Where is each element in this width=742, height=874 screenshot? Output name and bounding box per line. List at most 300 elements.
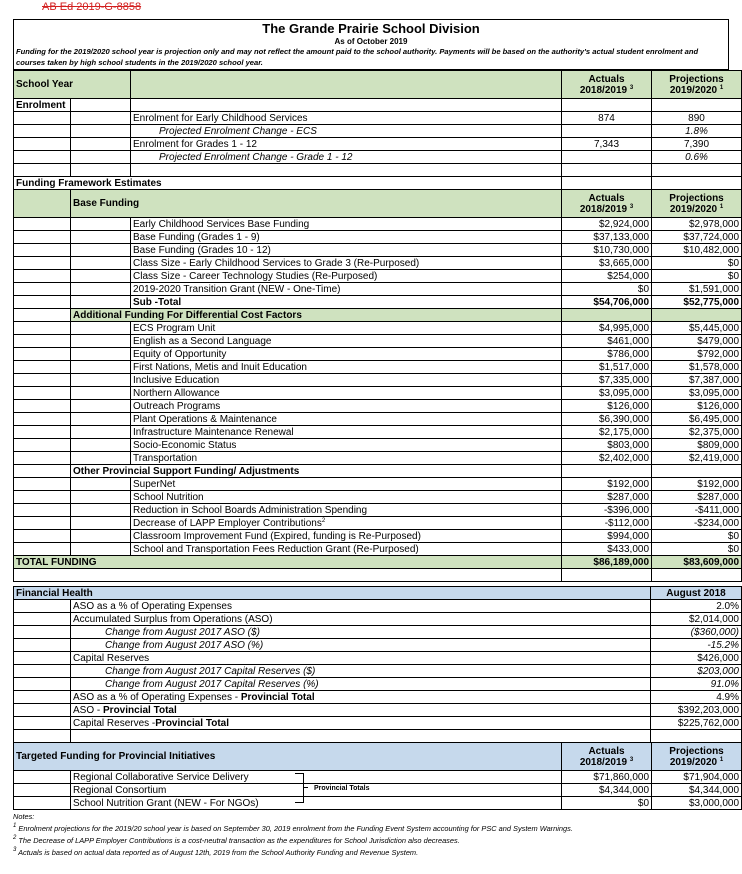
fh-item-label <box>71 717 651 730</box>
line-item-label: Northern Allowance <box>131 387 562 400</box>
targeted-header-row <box>14 743 742 771</box>
blank-cell <box>562 465 652 478</box>
blank-cell <box>14 478 71 491</box>
blank-cell <box>14 639 71 652</box>
as-of-date: As of October 2019 <box>13 37 729 47</box>
blank-cell <box>71 348 131 361</box>
additional-funding-row <box>14 348 742 361</box>
fh-item-value: ($360,000) <box>651 626 742 639</box>
blank-cell <box>71 413 131 426</box>
other-funding-row <box>14 504 742 517</box>
targeted-actual: $0 <box>562 797 652 810</box>
enrolment-row <box>14 138 742 151</box>
targeted-row <box>14 784 742 797</box>
additional-funding-row <box>14 400 742 413</box>
targeted-actual: $71,860,000 <box>562 771 652 784</box>
line-item-label: Class Size - Early Childhood Services to Grade 3 (Re-Purposed) <box>131 257 562 270</box>
blank-cell <box>14 784 71 797</box>
footnote-ref: 1 <box>719 84 724 91</box>
projection-value: $0 <box>652 543 742 556</box>
line-item-label: Class Size - Career Technology Studies (Re-Purposed) <box>131 270 562 283</box>
blank-cell <box>14 678 71 691</box>
actual-value: $126,000 <box>562 400 652 413</box>
line-item-text: Classroom Improvement Fund (Expired, funding is Re-Purposed) <box>133 530 421 542</box>
blank-cell <box>14 218 71 231</box>
line-item-label <box>131 504 562 517</box>
actuals-year: 2018/2019 $^3$ <box>579 756 634 768</box>
projections-label: Projections <box>669 745 724 757</box>
projection-value: $7,387,000 <box>652 374 742 387</box>
fh-label-bold: Provincial Total <box>240 691 315 703</box>
enrolment-actual: 874 <box>562 112 652 125</box>
blank-cell <box>71 400 131 413</box>
blank-cell <box>14 652 71 665</box>
projection-value: $1,591,000 <box>652 283 742 296</box>
other-funding-row <box>14 478 742 491</box>
actual-value: $7,335,000 <box>562 374 652 387</box>
actual-value: $461,000 <box>562 335 652 348</box>
actual-value: $2,175,000 <box>562 426 652 439</box>
base-funding-row <box>14 244 742 257</box>
blank-cell <box>71 164 131 177</box>
actual-value: $1,517,000 <box>562 361 652 374</box>
blank-cell <box>14 452 71 465</box>
line-item-label <box>131 478 562 491</box>
projection-value: $37,724,000 <box>652 231 742 244</box>
projection-value: $2,419,000 <box>652 452 742 465</box>
line-item-label: Equity of Opportunity <box>131 348 562 361</box>
blank-cell <box>652 164 742 177</box>
subtotal-row <box>14 296 742 309</box>
enrolment-item-label: Projected Enrolment Change - ECS <box>131 125 562 138</box>
targeted-funding-table <box>13 742 742 810</box>
line-item-label: Outreach Programs <box>131 400 562 413</box>
fh-item-value: $392,203,000 <box>651 704 742 717</box>
projection-value: $809,000 <box>652 439 742 452</box>
blank-cell <box>14 797 71 810</box>
fh-item-label <box>71 691 651 704</box>
total-funding-label: TOTAL FUNDING <box>14 556 562 569</box>
blank-cell <box>71 491 131 504</box>
blank-cell <box>652 99 742 112</box>
financial-health-label: Financial Health <box>14 587 651 600</box>
fh-item-value: $2,014,000 <box>651 613 742 626</box>
blank-cell <box>71 257 131 270</box>
projection-value: $52,775,000 <box>652 296 742 309</box>
targeted-item-label: Regional Collaborative Service Delivery <box>71 771 562 784</box>
projection-value: $792,000 <box>652 348 742 361</box>
line-item-label: Base Funding (Grades 10 - 12) <box>131 244 562 257</box>
fh-label-text: ASO as a % of Operating Expenses <box>73 600 232 612</box>
blank-cell <box>71 99 131 112</box>
projections-header <box>652 190 742 218</box>
blank-cell <box>71 530 131 543</box>
line-item-label: ECS Program Unit <box>131 322 562 335</box>
footnote-ref: 1 <box>719 203 724 210</box>
projection-value: $6,495,000 <box>652 413 742 426</box>
blank-cell <box>652 309 742 322</box>
financial-health-row <box>14 678 742 691</box>
actual-value: $4,995,000 <box>562 322 652 335</box>
blank-cell <box>71 504 131 517</box>
targeted-funding-label: Targeted Funding for Provincial Initiatives <box>14 743 562 771</box>
actuals-label: Actuals <box>588 745 625 757</box>
enrolment-projection: 890 <box>652 112 742 125</box>
total-funding-row <box>14 556 742 569</box>
blank-cell <box>14 361 71 374</box>
framework-label: Funding Framework Estimates <box>14 177 562 190</box>
blank-cell <box>14 309 71 322</box>
note-item <box>13 847 729 859</box>
actual-value: $10,730,000 <box>562 244 652 257</box>
additional-funding-row <box>14 452 742 465</box>
blank-cell <box>71 452 131 465</box>
targeted-projection: $71,904,000 <box>652 771 742 784</box>
targeted-row <box>14 797 742 810</box>
blank-cell <box>14 257 71 270</box>
additional-funding-row <box>14 374 742 387</box>
line-item-label <box>131 543 562 556</box>
base-funding-row <box>14 257 742 270</box>
blank-cell <box>14 231 71 244</box>
blank-cell <box>71 374 131 387</box>
actual-value: $433,000 <box>562 543 652 556</box>
line-item-text: SuperNet <box>133 478 176 490</box>
projection-value: $192,000 <box>652 478 742 491</box>
projection-value: $1,578,000 <box>652 361 742 374</box>
actual-value: -$396,000 <box>562 504 652 517</box>
notes-label: Notes: <box>13 812 35 821</box>
projections-label: Projections <box>669 192 724 204</box>
blank-cell <box>14 465 71 478</box>
fh-item-value: $225,762,000 <box>651 717 742 730</box>
base-funding-row <box>14 231 742 244</box>
actual-value: $54,706,000 <box>562 296 652 309</box>
enrolment-label: Enrolment <box>14 99 71 112</box>
actuals-year: 2018/2019 $^3$ <box>579 84 634 96</box>
base-funding-row <box>14 270 742 283</box>
line-item-label: 2019-2020 Transition Grant (NEW - One-Time) <box>131 283 562 296</box>
blank-cell <box>131 164 562 177</box>
projection-value: $0 <box>652 257 742 270</box>
blank-cell <box>71 283 131 296</box>
projection-value: $2,375,000 <box>652 426 742 439</box>
additional-funding-label: Additional Funding For Differential Cost Factors <box>71 309 562 322</box>
financial-health-col-header: August 2018 <box>651 587 742 600</box>
document-stamp: AB Ed 2019-G-8858 <box>42 1 142 13</box>
actual-value: $2,402,000 <box>562 452 652 465</box>
blank-cell <box>562 164 652 177</box>
actual-value: $803,000 <box>562 439 652 452</box>
blank-cell <box>14 665 71 678</box>
financial-health-row <box>14 665 742 678</box>
blank-cell <box>14 439 71 452</box>
blank-cell <box>651 730 742 743</box>
actuals-label: Actuals <box>588 192 625 204</box>
fh-item-value: 2.0% <box>651 600 742 613</box>
blank-cell <box>562 309 652 322</box>
blank-cell <box>14 704 71 717</box>
projections-year: 2019/2020 $^1$ <box>669 203 724 215</box>
blank-cell <box>562 569 652 582</box>
financial-health-row <box>14 691 742 704</box>
other-funding-row <box>14 530 742 543</box>
blank-cell <box>14 771 71 784</box>
fh-label-text: Change from August 2017 Capital Reserves ($) <box>105 665 316 677</box>
blank-cell <box>71 244 131 257</box>
projection-value: $10,482,000 <box>652 244 742 257</box>
actual-value: $2,924,000 <box>562 218 652 231</box>
financial-health-table <box>13 586 742 743</box>
fh-item-label <box>71 613 651 626</box>
blank-cell <box>71 361 131 374</box>
financial-health-row <box>14 626 742 639</box>
additional-funding-row <box>14 413 742 426</box>
blank-cell <box>71 730 651 743</box>
targeted-item-label: School Nutrition Grant (NEW - For NGOs) <box>71 797 562 810</box>
other-funding-label: Other Provincial Support Funding/ Adjustments <box>71 465 562 478</box>
fh-label-text: Change from August 2017 Capital Reserves (%) <box>105 678 319 690</box>
blank-cell <box>652 465 742 478</box>
note-item <box>13 823 729 835</box>
projections-header <box>652 743 742 771</box>
blank-cell <box>14 125 71 138</box>
blank-cell <box>71 478 131 491</box>
blank-cell <box>14 374 71 387</box>
enrolment-actual: 7,343 <box>562 138 652 151</box>
projections-label: Projections <box>669 73 724 85</box>
enrolment-item-label: Enrolment for Grades 1 - 12 <box>131 138 562 151</box>
actual-value: $3,095,000 <box>562 387 652 400</box>
blank-cell <box>71 543 131 556</box>
blank-cell <box>14 138 71 151</box>
actual-value: $994,000 <box>562 530 652 543</box>
fh-item-value: $203,000 <box>651 665 742 678</box>
line-item-label: Socio-Economic Status <box>131 439 562 452</box>
blank-cell <box>562 99 652 112</box>
actual-value: $3,665,000 <box>562 257 652 270</box>
blank-cell <box>14 112 71 125</box>
line-item-label: Inclusive Education <box>131 374 562 387</box>
note-number: 3 <box>13 847 17 853</box>
other-funding-row <box>14 517 742 530</box>
blank-cell <box>71 322 131 335</box>
projection-value: -$234,000 <box>652 517 742 530</box>
financial-health-row <box>14 600 742 613</box>
projections-year: 2019/2020 $^1$ <box>669 84 724 96</box>
enrolment-item-label: Enrolment for Early Childhood Services <box>131 112 562 125</box>
footnote-ref: 2 <box>321 517 326 524</box>
blank-cell <box>14 613 71 626</box>
enrolment-header-row <box>14 99 742 112</box>
blank-cell <box>14 691 71 704</box>
line-item-label: Early Childhood Services Base Funding <box>131 218 562 231</box>
targeted-actual: $4,344,000 <box>562 784 652 797</box>
financial-health-row <box>14 652 742 665</box>
funding-disclaimer: Funding for the 2019/2020 school year is projection only and may not reflect the amount paid to the school authority. Payments will be based on the authority's actual student enrolment and courses taken by high school students in the 2019/2020 school year. <box>13 47 729 70</box>
blank-cell <box>71 231 131 244</box>
actual-value: $0 <box>562 283 652 296</box>
actual-value: $287,000 <box>562 491 652 504</box>
blank-cell <box>71 270 131 283</box>
blank-cell <box>14 244 71 257</box>
fh-label-bold: Provincial Total <box>103 704 177 716</box>
blank-cell <box>71 387 131 400</box>
financial-health-row <box>14 639 742 652</box>
blank-cell <box>14 600 71 613</box>
note-text: The Decrease of LAPP Employer Contributions is a cost-neutral transaction as the expenditures for School Jurisdiction also decreases. <box>18 836 460 845</box>
line-item-label: Plant Operations & Maintenance <box>131 413 562 426</box>
blank-cell <box>14 543 71 556</box>
note-text: Actuals is based on actual data reported as of August 12th, 2019 from the School Authority Funding and Revenue System. <box>18 848 419 857</box>
blank-cell <box>14 530 71 543</box>
line-item-text: School and Transportation Fees Reduction Grant (Re-Purposed) <box>133 543 419 555</box>
enrolment-item-label: Projected Enrolment Change - Grade 1 - 12 <box>131 151 562 164</box>
enrolment-projection: 7,390 <box>652 138 742 151</box>
fh-label-text: Accumulated Surplus from Operations (ASO) <box>73 613 273 625</box>
note-number: 1 <box>13 823 17 829</box>
line-item-label: Transportation <box>131 452 562 465</box>
fh-label-text: ASO - <box>73 704 104 716</box>
footnote-ref: 3 <box>629 203 634 210</box>
notes <box>13 811 729 859</box>
fh-label-text: Change from August 2017 ASO ($) <box>105 626 260 638</box>
line-item-label <box>131 530 562 543</box>
fh-item-label <box>71 678 651 691</box>
blank-cell <box>14 283 71 296</box>
financial-health-row <box>14 717 742 730</box>
actuals-header <box>562 743 652 771</box>
enrolment-actual <box>562 151 652 164</box>
actual-value: $37,133,000 <box>562 231 652 244</box>
enrolment-row <box>14 112 742 125</box>
total-actual: $86,189,000 <box>562 556 652 569</box>
targeted-projection: $3,000,000 <box>652 797 742 810</box>
enrolment-row <box>14 125 742 138</box>
school-year-row <box>14 71 742 99</box>
blank-cell <box>71 218 131 231</box>
blank-cell <box>14 730 71 743</box>
blank-cell <box>14 517 71 530</box>
funding-table <box>13 70 742 582</box>
bracket-tick <box>303 787 308 788</box>
blank-cell <box>71 112 131 125</box>
other-header-row <box>14 465 742 478</box>
blank-cell <box>71 439 131 452</box>
actual-value: -$112,000 <box>562 517 652 530</box>
projection-value: $0 <box>652 530 742 543</box>
actuals-year: 2018/2019 $^3$ <box>579 203 634 215</box>
projection-value: $3,095,000 <box>652 387 742 400</box>
blank-cell <box>14 717 71 730</box>
total-projection: $83,609,000 <box>652 556 742 569</box>
spacer-row <box>14 730 742 743</box>
fh-item-label <box>71 626 651 639</box>
blank-cell <box>71 125 131 138</box>
additional-funding-row <box>14 439 742 452</box>
additional-header-row <box>14 309 742 322</box>
actual-value: $254,000 <box>562 270 652 283</box>
fh-label-text: ASO as a % of Operating Expenses - <box>73 691 241 703</box>
school-year-label: School Year <box>14 71 131 99</box>
projection-value: $479,000 <box>652 335 742 348</box>
blank-cell <box>14 270 71 283</box>
targeted-item-label: Regional Consortium <box>71 784 562 797</box>
additional-funding-row <box>14 426 742 439</box>
fh-item-label <box>71 665 651 678</box>
additional-funding-row <box>14 322 742 335</box>
spacer-row <box>14 569 742 582</box>
financial-health-row <box>14 704 742 717</box>
base-funding-row <box>14 283 742 296</box>
note-text: Enrolment projections for the 2019/20 school year is based on September 30, 2019 enrolment from the Funding Event System accounting for PSC and System Warnings. <box>18 824 573 833</box>
fh-label-bold: Provincial Total <box>155 717 229 729</box>
projection-value: $5,445,000 <box>652 322 742 335</box>
fh-item-value: 4.9% <box>651 691 742 704</box>
note-item <box>13 835 729 847</box>
provincial-totals-bracket <box>295 773 304 803</box>
blank-cell <box>131 71 562 99</box>
projection-value: $0 <box>652 270 742 283</box>
blank-cell <box>71 138 131 151</box>
blank-cell <box>71 296 131 309</box>
line-item-text: Reduction in School Boards Administration Spending <box>133 504 368 516</box>
blank-cell <box>71 517 131 530</box>
actuals-header <box>562 190 652 218</box>
blank-cell <box>652 177 742 190</box>
enrolment-row <box>14 151 742 164</box>
enrolment-projection: 1.8% <box>652 125 742 138</box>
blank-cell <box>71 151 131 164</box>
blank-cell <box>14 387 71 400</box>
page-title: The Grande Prairie School Division <box>13 19 729 37</box>
projections-header <box>652 71 742 99</box>
fh-label-text: Capital Reserves <box>73 652 150 664</box>
fh-item-label <box>71 652 651 665</box>
fh-item-value: $426,000 <box>651 652 742 665</box>
blank-cell <box>131 99 562 112</box>
blank-cell <box>71 335 131 348</box>
blank-cell <box>14 400 71 413</box>
fh-item-value: 91.0% <box>651 678 742 691</box>
projection-value: $126,000 <box>652 400 742 413</box>
actuals-header <box>562 71 652 99</box>
actual-value: $192,000 <box>562 478 652 491</box>
blank-cell <box>14 348 71 361</box>
line-item-label: Base Funding (Grades 1 - 9) <box>131 231 562 244</box>
footnote-ref: 3 <box>629 756 634 763</box>
additional-funding-row <box>14 387 742 400</box>
blank-cell <box>14 296 71 309</box>
financial-health-row <box>14 613 742 626</box>
fh-label-text: Capital Reserves - <box>73 717 156 729</box>
fh-item-label <box>71 639 651 652</box>
projection-value: $2,978,000 <box>652 218 742 231</box>
line-item-label: English as a Second Language <box>131 335 562 348</box>
projections-year: 2019/2020 $^1$ <box>669 756 724 768</box>
targeted-projection: $4,344,000 <box>652 784 742 797</box>
enrolment-projection: 0.6% <box>652 151 742 164</box>
blank-cell <box>652 569 742 582</box>
note-number: 2 <box>13 835 17 841</box>
other-funding-row <box>14 491 742 504</box>
blank-cell <box>14 413 71 426</box>
line-item-text: School Nutrition <box>133 491 204 503</box>
line-item-text: Decrease of LAPP Employer Contributions <box>133 517 322 529</box>
blank-cell <box>71 426 131 439</box>
footnote-ref: 1 <box>719 756 724 763</box>
base-funding-row <box>14 218 742 231</box>
